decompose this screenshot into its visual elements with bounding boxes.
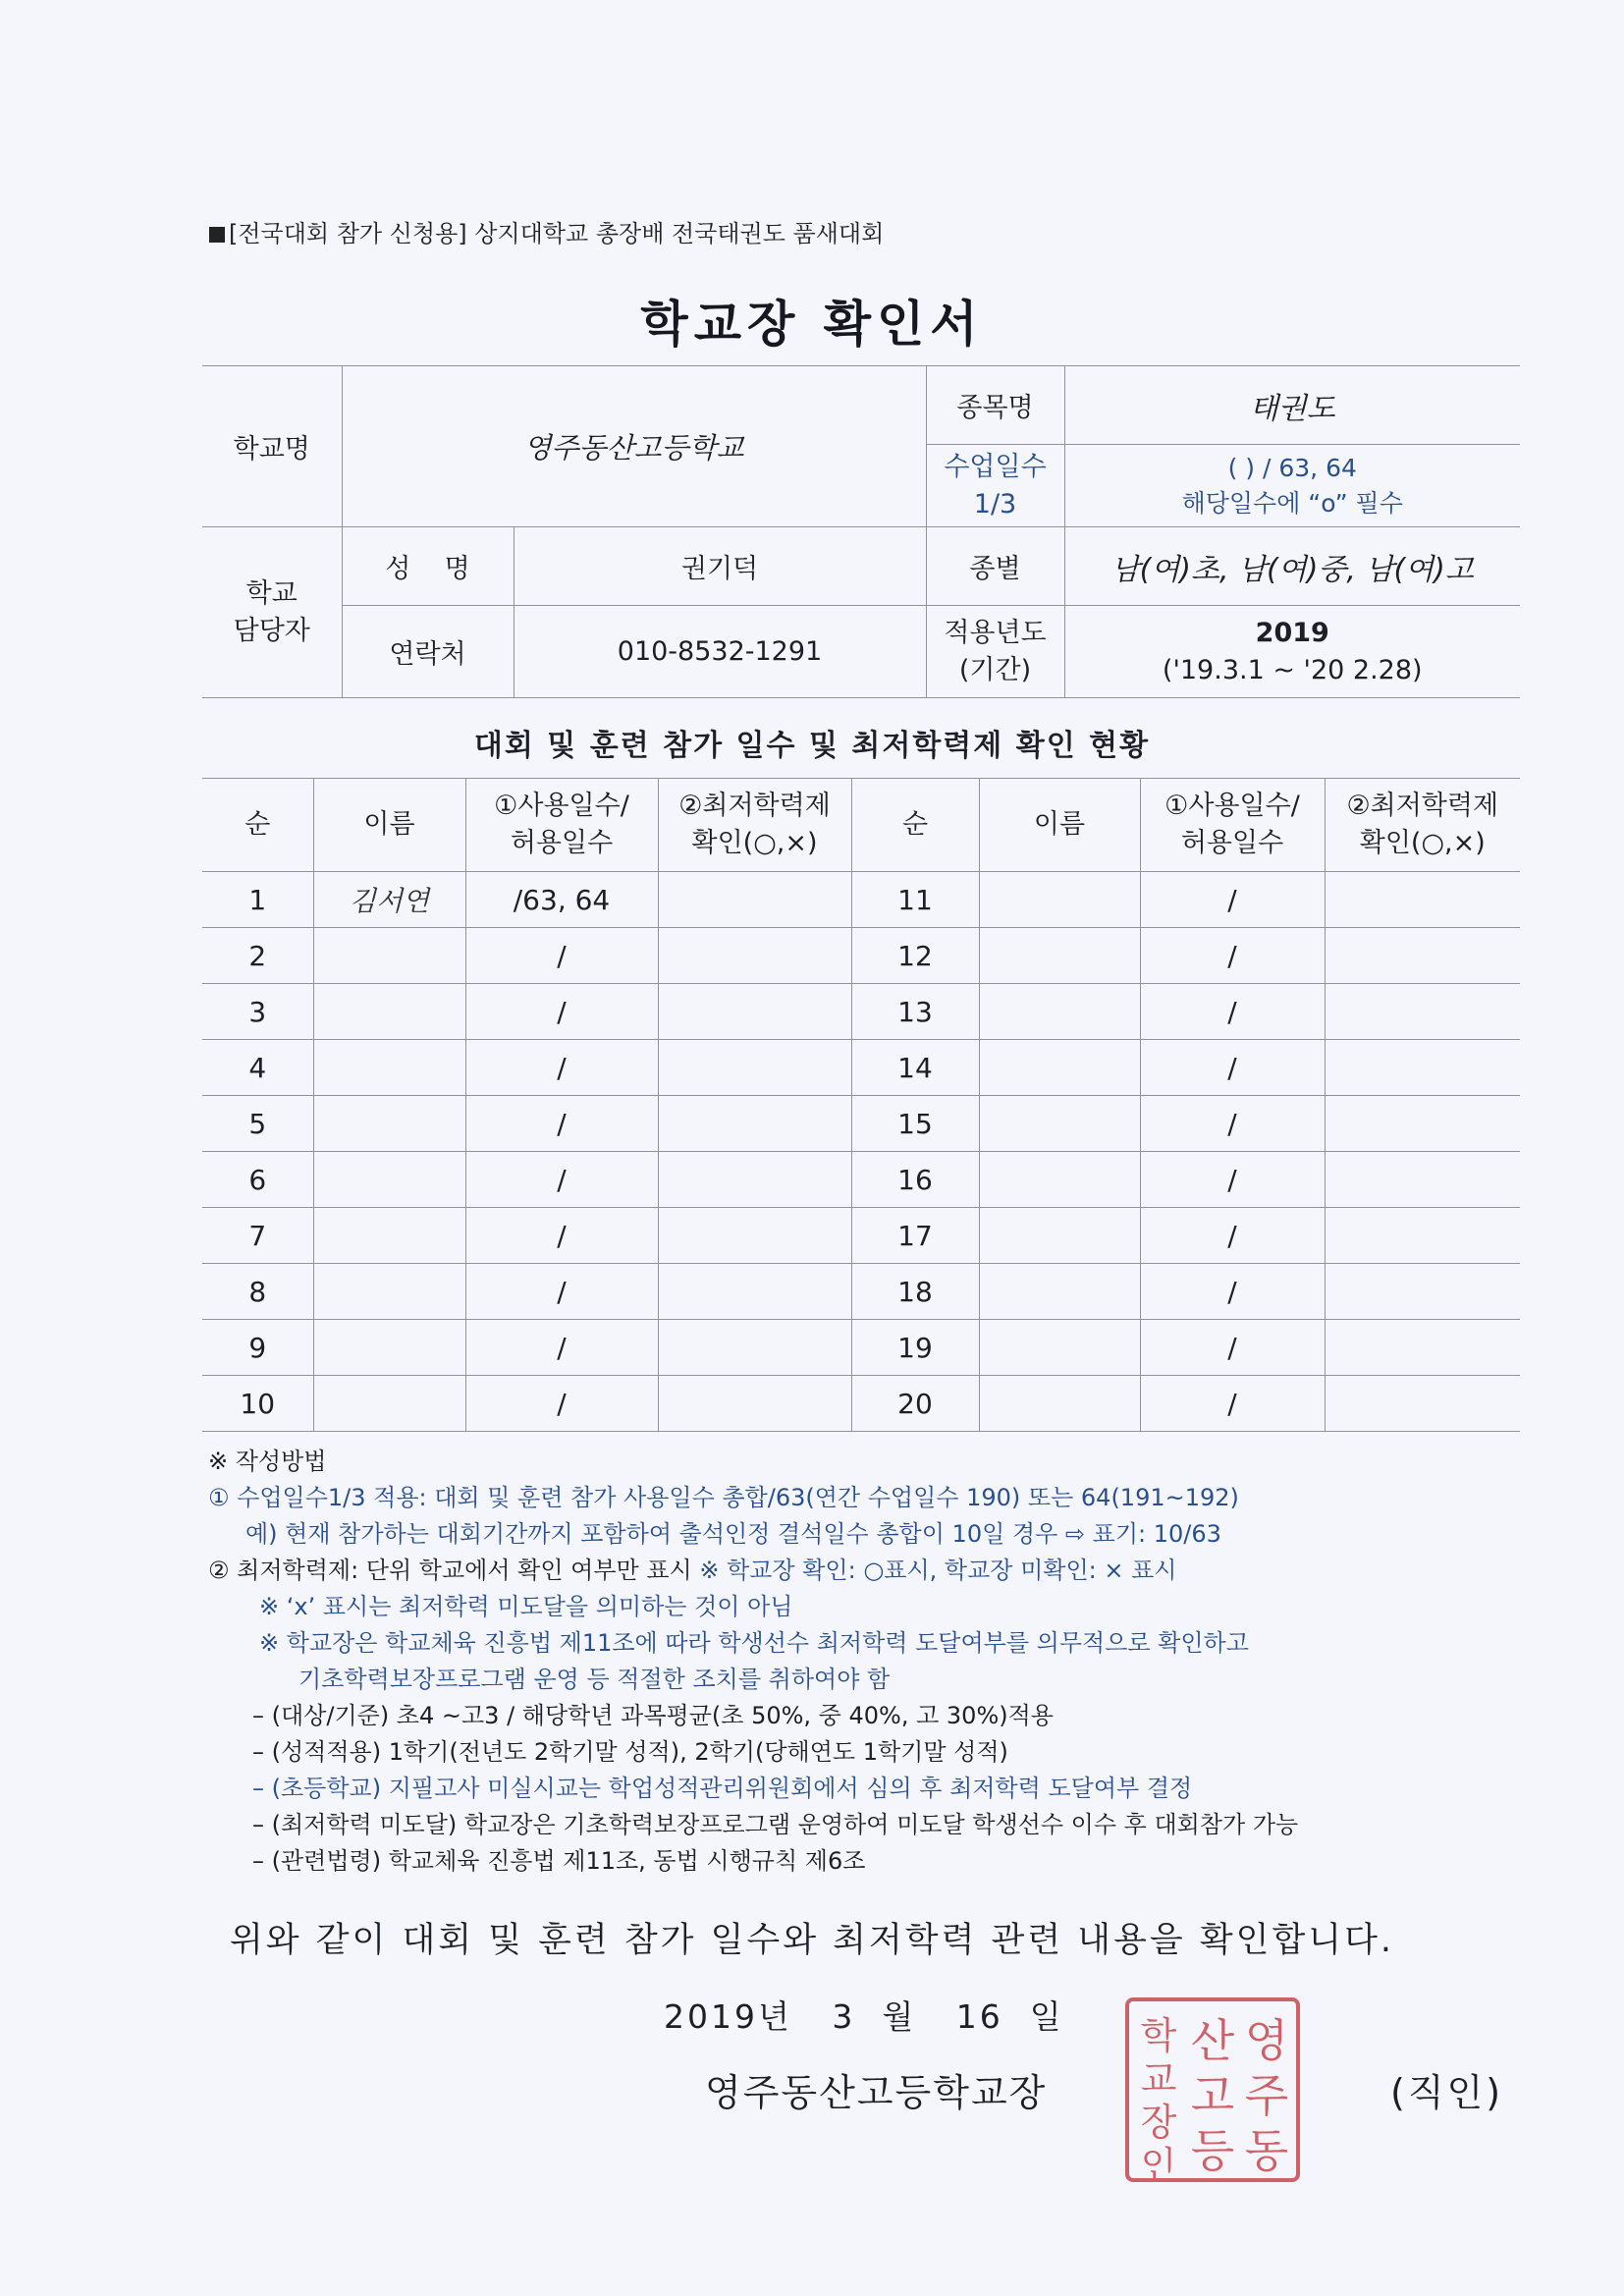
header-no-right: 순 [851, 779, 979, 872]
seal-char: 교 [1140, 2057, 1177, 2101]
header-check-left [658, 779, 851, 872]
row-check [658, 1208, 851, 1264]
row-check [658, 1376, 851, 1432]
attendance-table [202, 778, 1520, 1432]
row-check [1325, 872, 1520, 928]
header-name-right: 이름 [979, 779, 1140, 872]
row-check [658, 928, 851, 984]
student-name [313, 1208, 465, 1264]
seal-char: 인 [1140, 2144, 1177, 2187]
row-check [1325, 928, 1520, 984]
student-name [313, 1096, 465, 1152]
row-no: 4 [202, 1040, 313, 1096]
header-check-right [1325, 779, 1520, 872]
row-no: 11 [851, 872, 979, 928]
table-row [202, 1096, 1520, 1152]
table-row [202, 1264, 1520, 1320]
year-label-line2: (기간) [958, 654, 1032, 685]
header-days-left [465, 779, 658, 872]
row-days: / [1140, 1096, 1325, 1152]
seal-char: 주 [1244, 2069, 1289, 2122]
student-name [313, 1040, 465, 1096]
seal-char: 등 [1190, 2124, 1235, 2177]
table-row [202, 1320, 1520, 1376]
header-no-left: 순 [202, 779, 313, 872]
student-name [979, 872, 1140, 928]
row-no: 6 [202, 1152, 313, 1208]
table-row [202, 1040, 1520, 1096]
table-row [202, 928, 1520, 984]
row-no: 17 [851, 1208, 979, 1264]
row-check [658, 1320, 851, 1376]
note-2b: ※ 학교장 확인: ○표시, 학교장 미확인: × 표시 [699, 1557, 1177, 1584]
row-no: 7 [202, 1208, 313, 1264]
student-name [979, 1320, 1140, 1376]
manager-label-line2: 담당자 [233, 615, 310, 646]
note-1a: ① 수업일수1/3 적용: 대회 및 훈련 참가 사용일수 총합/63(연간 수업일수 190) 또는 64(191~192) [208, 1484, 1239, 1511]
row-no: 19 [851, 1320, 979, 1376]
row-no: 15 [851, 1096, 979, 1152]
row-days: / [465, 1264, 658, 1320]
note-6: – (성적적용) 1학기(전년도 2학기말 성적), 2학기(당해연도 1학기말 성적) [252, 1738, 1008, 1766]
table-row [202, 1152, 1520, 1208]
row-check [1325, 1320, 1520, 1376]
seal-char: 산 [1190, 2014, 1235, 2067]
student-name [313, 984, 465, 1040]
student-name [979, 928, 1140, 984]
seal-label: (직인) [1390, 2071, 1504, 2114]
row-no: 1 [202, 872, 313, 928]
note-2a: ② 최저학력제: 단위 학교에서 확인 여부만 표시 [208, 1557, 700, 1584]
row-days: / [1140, 1208, 1325, 1264]
row-days: / [1140, 984, 1325, 1040]
header-bracket-label: [전국대회 참가 신청용] [229, 220, 467, 247]
class-days-note: 해당일수에 “o” 필수 [1181, 488, 1403, 518]
seal-char: 장 [1140, 2101, 1177, 2144]
date-day-num: 16 [955, 1997, 1003, 2036]
contact-label: 연락처 [342, 606, 514, 698]
seal-char: 학 [1140, 2014, 1177, 2057]
name-label: 성 명 [342, 527, 514, 606]
row-check [658, 1096, 851, 1152]
row-days: / [465, 1040, 658, 1096]
class-days-label [926, 445, 1064, 527]
date-month-num: 3 [832, 1997, 856, 2036]
row-no: 9 [202, 1320, 313, 1376]
seal-char: 동 [1244, 2124, 1289, 2177]
row-days: / [1140, 1152, 1325, 1208]
class-days-label-line1: 수업일수 [944, 451, 1047, 482]
row-days: / [465, 1208, 658, 1264]
table-row [202, 872, 1520, 928]
row-days: /63, 64 [465, 872, 658, 928]
table-row [202, 1208, 1520, 1264]
attendance-header-row [202, 779, 1520, 872]
date-month-unit: 월 [882, 1997, 917, 2036]
year-label-line1: 적용년도 [944, 617, 1047, 648]
year-value: 2019 [1255, 617, 1329, 648]
year-label [926, 606, 1064, 698]
document-title: 학교장 확인서 [640, 296, 984, 353]
row-days: / [1140, 872, 1325, 928]
contact-value: 010-8532-1291 [514, 606, 926, 698]
manager-label [202, 527, 342, 698]
date-day-unit: 일 [1029, 1997, 1064, 2036]
student-name [313, 928, 465, 984]
student-name [313, 1320, 465, 1376]
row-no: 8 [202, 1264, 313, 1320]
row-check [1325, 1040, 1520, 1096]
issue-date [664, 1992, 1064, 2038]
sport-value: 태권도 [1064, 366, 1520, 445]
row-no: 3 [202, 984, 313, 1040]
school-label: 학교명 [202, 366, 342, 527]
row-check [1325, 1096, 1520, 1152]
row-no: 5 [202, 1096, 313, 1152]
row-no: 10 [202, 1376, 313, 1432]
square-bullet-icon [209, 227, 225, 243]
note-7: – (초등학교) 지필고사 미실시교는 학업성적관리위원회에서 심의 후 최저학력 도달여부 결정 [252, 1775, 1193, 1802]
header-check-left-line1: ②최저학력제 [678, 791, 831, 821]
header-days-right [1140, 779, 1325, 872]
row-check [658, 1264, 851, 1320]
row-days: / [465, 1152, 658, 1208]
category-label: 종별 [926, 527, 1064, 606]
row-check [658, 1040, 851, 1096]
manager-label-line1: 학교 [245, 577, 298, 609]
student-name [979, 1096, 1140, 1152]
table-row [202, 1376, 1520, 1432]
student-name: 김서연 [313, 872, 465, 928]
row-no: 2 [202, 928, 313, 984]
note-2 [208, 1553, 1524, 1589]
student-name [979, 1208, 1140, 1264]
student-name [979, 1376, 1140, 1432]
row-check [658, 984, 851, 1040]
row-check [1325, 1264, 1520, 1320]
student-name [979, 984, 1140, 1040]
row-days: / [465, 1096, 658, 1152]
header-check-right-line2: 확인(○,×) [1359, 828, 1486, 858]
row-no: 14 [851, 1040, 979, 1096]
student-name [313, 1376, 465, 1432]
row-days: / [1140, 928, 1325, 984]
confirmation-statement: 위와 같이 대회 및 훈련 참가 일수와 최저학력 관련 내용을 확인합니다. [229, 1921, 1395, 1960]
class-days-value-cell [1064, 445, 1520, 527]
header-check-left-line2: 확인(○,×) [691, 828, 818, 858]
header-name-left: 이름 [313, 779, 465, 872]
signer-name: 영주동산고등학교장 [705, 2071, 1048, 2114]
student-name [979, 1264, 1140, 1320]
school-value: 영주동산고등학교 [342, 366, 926, 527]
row-days: / [1140, 1320, 1325, 1376]
seal-char: 영 [1244, 2014, 1289, 2067]
row-check [1325, 984, 1520, 1040]
row-days: / [1140, 1040, 1325, 1096]
header-days-left-line1: ①사용일수/ [494, 791, 629, 821]
note-9: – (관련법령) 학교체육 진흥법 제11조, 동법 시행규칙 제6조 [252, 1847, 866, 1875]
year-value-cell [1064, 606, 1520, 698]
sport-label: 종목명 [926, 366, 1064, 445]
row-days: / [465, 1376, 658, 1432]
class-days-label-line2: 1/3 [973, 488, 1017, 519]
row-days: / [465, 984, 658, 1040]
row-no: 20 [851, 1376, 979, 1432]
row-check [1325, 1376, 1520, 1432]
row-check [1325, 1208, 1520, 1264]
row-no: 16 [851, 1152, 979, 1208]
student-name [313, 1264, 465, 1320]
header-days-left-line2: 허용일수 [510, 828, 614, 858]
note-4b: 기초학력보장프로그램 운영 등 적절한 조치를 취하여야 함 [298, 1666, 891, 1693]
note-1b: 예) 현재 참가하는 대회기간까지 포함하여 출석인정 결석일수 총합이 10일 경우 ⇨ 표기: 10/63 [245, 1520, 1221, 1548]
writing-instructions [208, 1444, 1524, 1880]
row-days: / [1140, 1264, 1325, 1320]
official-seal-icon [1119, 1992, 1306, 2188]
note-8: – (최저학력 미도달) 학교장은 기초학력보장프로그램 운영하여 미도달 학생선수 이수 후 대회참가 가능 [252, 1811, 1299, 1838]
date-year: 2019년 [664, 1997, 792, 2036]
row-days: / [465, 928, 658, 984]
category-value: 남(여)초, 남(여)중, 남(여)고 [1064, 527, 1520, 606]
student-name [979, 1040, 1140, 1096]
student-name [313, 1152, 465, 1208]
header-line [209, 214, 884, 248]
row-no: 13 [851, 984, 979, 1040]
info-table [202, 365, 1520, 698]
notes-heading: ※ 작성방법 [208, 1448, 327, 1475]
row-check [658, 872, 851, 928]
header-days-right-line2: 허용일수 [1180, 828, 1284, 858]
note-5: – (대상/기준) 초4 ~고3 / 해당학년 과목평균(초 50%, 중 40%, 고 30%)적용 [252, 1702, 1054, 1729]
table-row [202, 984, 1520, 1040]
note-4a: ※ 학교장은 학교체육 진흥법 제11조에 따라 학생선수 최저학력 도달여부를 의무적으로 확인하고 [259, 1629, 1249, 1657]
row-days: / [1140, 1376, 1325, 1432]
student-name [979, 1152, 1140, 1208]
note-3: ※ ‘x’ 표시는 최저학력 미도달을 의미하는 것이 아님 [259, 1593, 793, 1620]
section-title: 대회 및 훈련 참가 일수 및 최저학력제 확인 현황 [473, 729, 1151, 763]
header-event-name: 상지대학교 총장배 전국태권도 품새대회 [474, 220, 885, 247]
seal-characters [1141, 2014, 1289, 2187]
row-days: / [465, 1320, 658, 1376]
header-days-right-line1: ①사용일수/ [1164, 791, 1300, 821]
name-value: 권기덕 [514, 527, 926, 606]
seal-char: 고 [1190, 2069, 1235, 2122]
year-period: ('19.3.1 ~ '20 2.28) [1162, 654, 1423, 685]
row-check [1325, 1152, 1520, 1208]
header-check-right-line1: ②최저학력제 [1346, 791, 1499, 821]
row-no: 12 [851, 928, 979, 984]
row-check [658, 1152, 851, 1208]
row-no: 18 [851, 1264, 979, 1320]
class-days-value: ( ) / 63, 64 [1227, 453, 1357, 482]
